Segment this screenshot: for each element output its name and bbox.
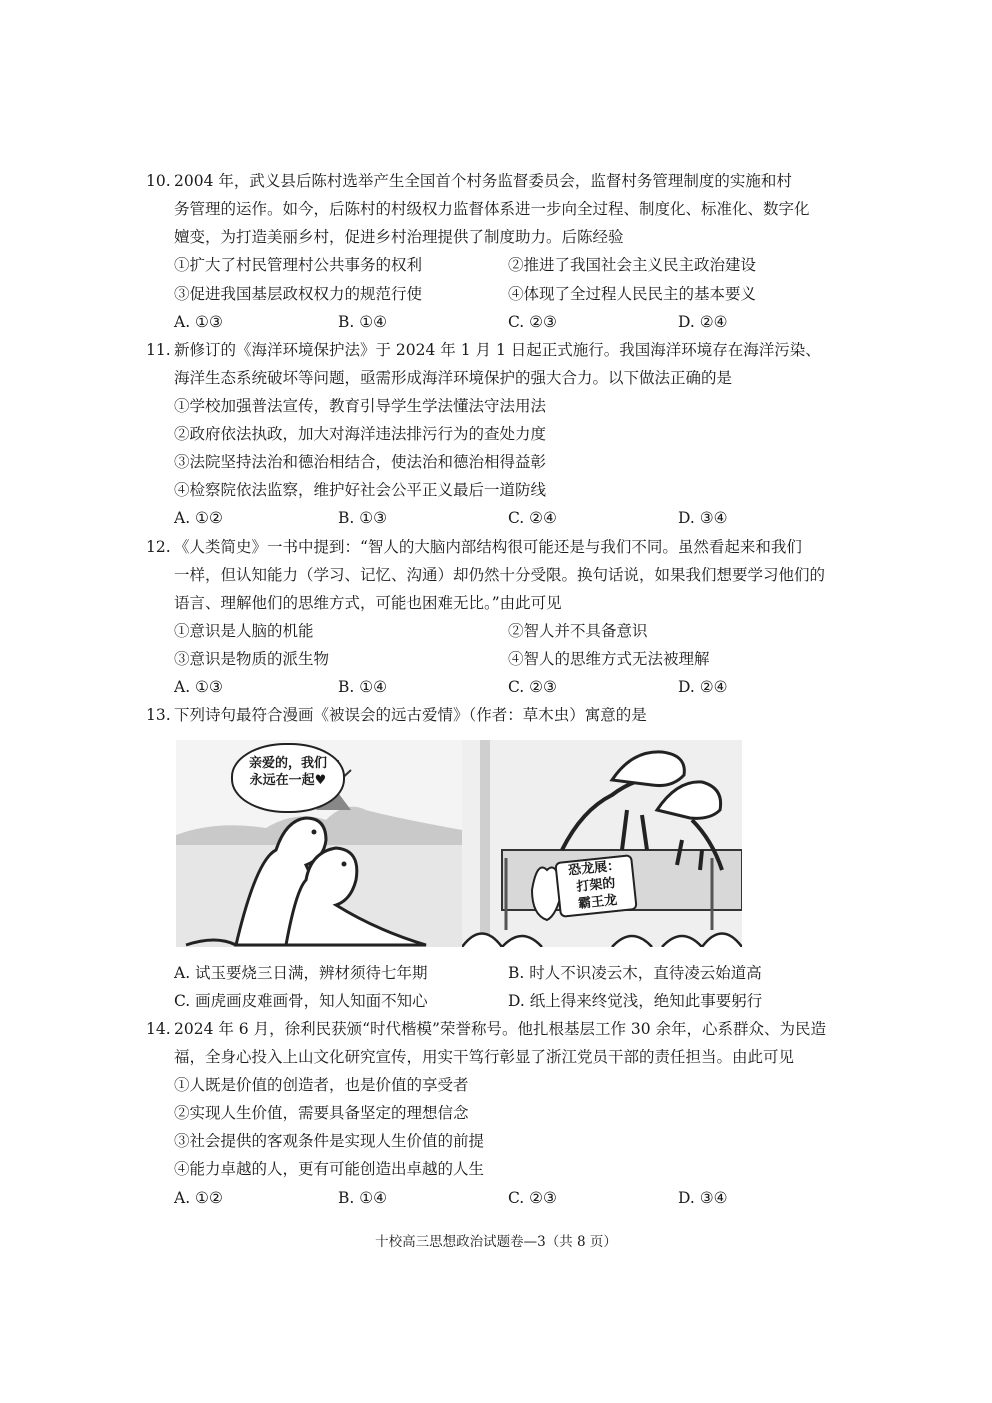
statement-item: ④智人的思维方式无法被理解 xyxy=(508,650,710,668)
question-stem-line: 2004 年，武义县后陈村选举产生全国首个村务监督委员会，监督村务管理制度的实施和村 xyxy=(174,172,792,190)
question-stem-line: 海洋生态系统破坏等问题，亟需形成海洋环境保护的强大合力。以下做法正确的是 xyxy=(174,369,733,387)
answer-option: A. 试玉要烧三日满，辨材须待七年期 xyxy=(174,964,428,982)
question-stem-line: 《人类简史》一书中提到：“智人的大脑内部结构很可能还是与我们不同。虽然看起来和我们 xyxy=(174,538,802,556)
answer-option: C. ②③ xyxy=(508,1189,557,1207)
answer-option: C. ②④ xyxy=(508,509,557,527)
answer-option: B. ①④ xyxy=(338,313,388,331)
question-stem-line: 下列诗句最符合漫画《被误会的远古爱情》（作者：草木虫）寓意的是 xyxy=(174,706,647,724)
question-number: 13. xyxy=(146,706,171,724)
answer-option: A. ①② xyxy=(174,509,223,527)
statement-item: ④体现了全过程人民民主的基本要义 xyxy=(508,285,757,303)
answer-option: B. ①④ xyxy=(338,1189,388,1207)
statement-item: ①意识是人脑的机能 xyxy=(174,622,314,640)
speech-bubble-line: 永远在一起♥ xyxy=(249,773,327,788)
statement-item: ④能力卓越的人，更有可能创造出卓越的人生 xyxy=(174,1160,485,1178)
answer-option: B. 时人不识凌云木，直待凌云始道高 xyxy=(508,964,762,982)
question-stem-line: 2024 年 6 月，徐利民获颁“时代楷模”荣誉称号。他扎根基层工作 30 余年，心系群众、为民造 xyxy=(174,1020,827,1038)
answer-option: D. 纸上得来终觉浅，绝知此事要躬行 xyxy=(508,992,763,1010)
speech-bubble xyxy=(231,743,345,813)
answer-option: D. ②④ xyxy=(678,313,728,331)
question-number: 11. xyxy=(146,341,171,359)
statement-item: ②推进了我国社会主义民主政治建设 xyxy=(508,256,757,274)
statement-item: ③意识是物质的派生物 xyxy=(174,650,330,668)
question-number: 14. xyxy=(146,1020,171,1038)
statement-item: ①学校加强普法宣传，教育引导学生学法懂法守法用法 xyxy=(174,397,547,415)
answer-option: D. ③④ xyxy=(678,1189,728,1207)
statement-item: ②智人并不具备意识 xyxy=(508,622,648,640)
cartoon-panel-right xyxy=(462,740,742,947)
question-stem-line: 新修订的《海洋环境保护法》于 2024 年 1 月 1 日起正式施行。我国海洋环境存在海洋污染、 xyxy=(174,341,821,359)
statement-item: ③促进我国基层政权权力的规范行使 xyxy=(174,285,423,303)
cartoon-panel-left xyxy=(176,740,462,947)
question-stem-line: 语言、理解他们的思维方式，可能也困难无比。”由此可见 xyxy=(174,594,562,612)
statement-item: ④检察院依法监察，维护好社会公平正义最后一道防线 xyxy=(174,481,547,499)
museum-skeleton-illustration xyxy=(462,740,742,947)
question-stem-line: 务管理的运作。如今，后陈村的村级权力监督体系进一步向全过程、制度化、标准化、数字化 xyxy=(174,200,810,218)
answer-option: C. ②③ xyxy=(508,313,557,331)
question-stem-line: 嬗变，为打造美丽乡村，促进乡村治理提供了制度助力。后陈经验 xyxy=(174,228,624,246)
sign-line: 打架的 xyxy=(575,876,617,896)
sign-line: 霸王龙 xyxy=(577,892,618,912)
sign-line: 恐龙展： xyxy=(567,858,621,879)
question-number: 12. xyxy=(146,538,171,556)
answer-option: D. ③④ xyxy=(678,509,728,527)
statement-item: ①人既是价值的创造者，也是价值的享受者 xyxy=(174,1076,469,1094)
page-footer: 十校高三思想政治试题卷—3（共 8 页） xyxy=(375,1234,617,1250)
statement-item: ②实现人生价值，需要具备坚定的理想信念 xyxy=(174,1104,469,1122)
answer-option: C. ②③ xyxy=(508,678,557,696)
statement-item: ③社会提供的客观条件是实现人生价值的前提 xyxy=(174,1132,485,1150)
statement-item: ①扩大了村民管理村公共事务的权利 xyxy=(174,256,423,274)
question-stem-line: 福，全身心投入上山文化研究宣传，用实干笃行彰显了浙江党员干部的责任担当。由此可见 xyxy=(174,1048,795,1066)
statement-item: ③法院坚持法治和德治相结合，使法治和德治相得益彰 xyxy=(174,453,547,471)
question-stem-line: 一样，但认知能力（学习、记忆、沟通）却仍然十分受限。换句话说，如果我们想要学习他们的 xyxy=(174,566,826,584)
question-number: 10. xyxy=(146,172,171,190)
answer-option: C. 画虎画皮难画骨，知人知面不知心 xyxy=(174,992,428,1010)
answer-option: A. ①③ xyxy=(174,313,223,331)
answer-option: B. ①④ xyxy=(338,678,388,696)
speech-bubble-line: 亲爱的，我们 xyxy=(248,756,327,771)
exhibit-sign xyxy=(554,854,637,918)
answer-option: B. ①③ xyxy=(338,509,388,527)
answer-option: A. ①③ xyxy=(174,678,223,696)
statement-item: ②政府依法执政，加大对海洋违法排污行为的查处力度 xyxy=(174,425,547,443)
answer-option: A. ①② xyxy=(174,1189,223,1207)
answer-option: D. ②④ xyxy=(678,678,728,696)
